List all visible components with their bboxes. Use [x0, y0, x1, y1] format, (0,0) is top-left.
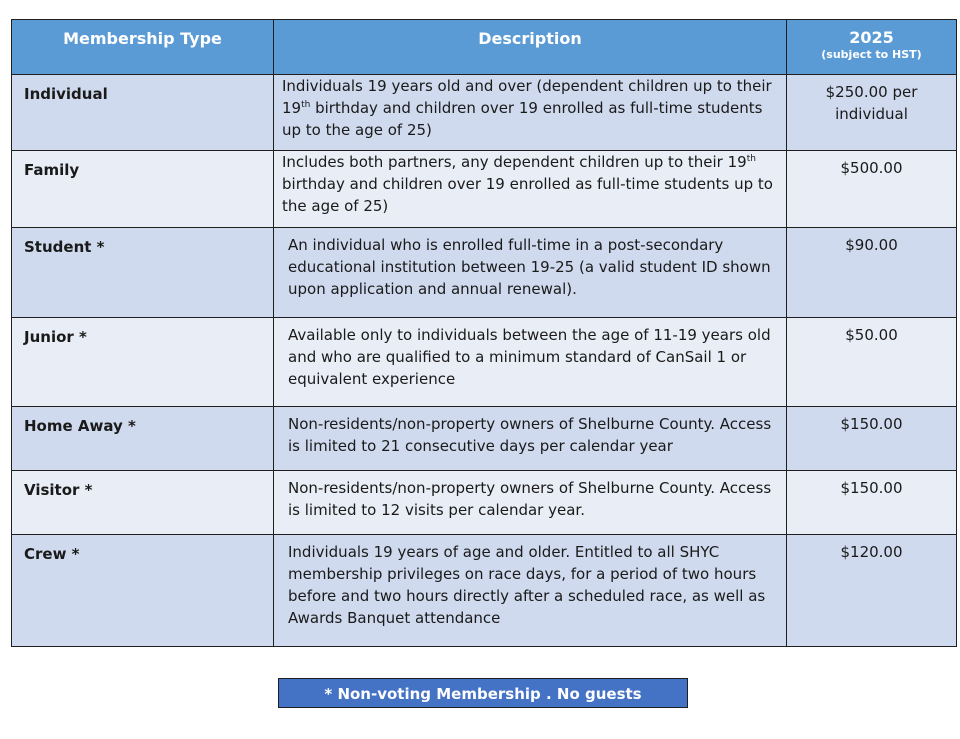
table-row — [12, 318, 957, 407]
membership-type: Home Away * — [12, 407, 274, 471]
membership-type: Student * — [12, 228, 274, 318]
membership-description: Available only to individuals between the age of 11-19 years old and who are qualified to a minimum standard of CanSail 1 or equivalent experience — [274, 318, 787, 407]
table-row — [12, 75, 957, 151]
membership-type: Crew * — [12, 535, 274, 647]
membership-price: $50.00 — [787, 318, 957, 407]
table-row — [12, 407, 957, 471]
header-description: Description — [274, 20, 787, 75]
table-row — [12, 151, 957, 228]
header-year — [787, 20, 957, 75]
membership-price: $150.00 — [787, 471, 957, 535]
table-row — [12, 228, 957, 318]
membership-fees-table — [11, 19, 957, 647]
membership-description: Individuals 19 years old and over (dependent children up to their 19th birthday and children over 19 enrolled as full-time students up to the age of 25) — [274, 75, 787, 151]
membership-description: Non-residents/non-property owners of Shelburne County. Access is limited to 21 consecutive days per calendar year — [274, 407, 787, 471]
membership-type: Junior * — [12, 318, 274, 407]
membership-description: Non-residents/non-property owners of Shelburne County. Access is limited to 12 visits per calendar year. — [274, 471, 787, 535]
membership-description: Individuals 19 years of age and older. Entitled to all SHYC membership privileges on race days, for a period of two hours before and two hours directly after a scheduled race, as well as Awards Banquet attendance — [274, 535, 787, 647]
membership-type: Visitor * — [12, 471, 274, 535]
header-year-label: 2025 — [849, 28, 894, 47]
table-row — [12, 471, 957, 535]
table-row — [12, 535, 957, 647]
membership-price: $150.00 — [787, 407, 957, 471]
membership-price: $90.00 — [787, 228, 957, 318]
membership-type: Individual — [12, 75, 274, 151]
header-membership-type: Membership Type — [12, 20, 274, 75]
header-year-sub: (subject to HST) — [821, 48, 922, 61]
membership-price: $500.00 — [787, 151, 957, 228]
membership-type: Family — [12, 151, 274, 228]
membership-description: An individual who is enrolled full-time in a post-secondary educational institution between 19-25 (a valid student ID shown upon application and annual renewal). — [274, 228, 787, 318]
membership-description: Includes both partners, any dependent children up to their 19th birthday and children over 19 enrolled as full-time students up to the age of 25) — [274, 151, 787, 228]
membership-price: $250.00 per individual — [787, 75, 957, 151]
membership-price: $120.00 — [787, 535, 957, 647]
footnote-banner: * Non-voting Membership . No guests permitted. — [278, 678, 688, 708]
